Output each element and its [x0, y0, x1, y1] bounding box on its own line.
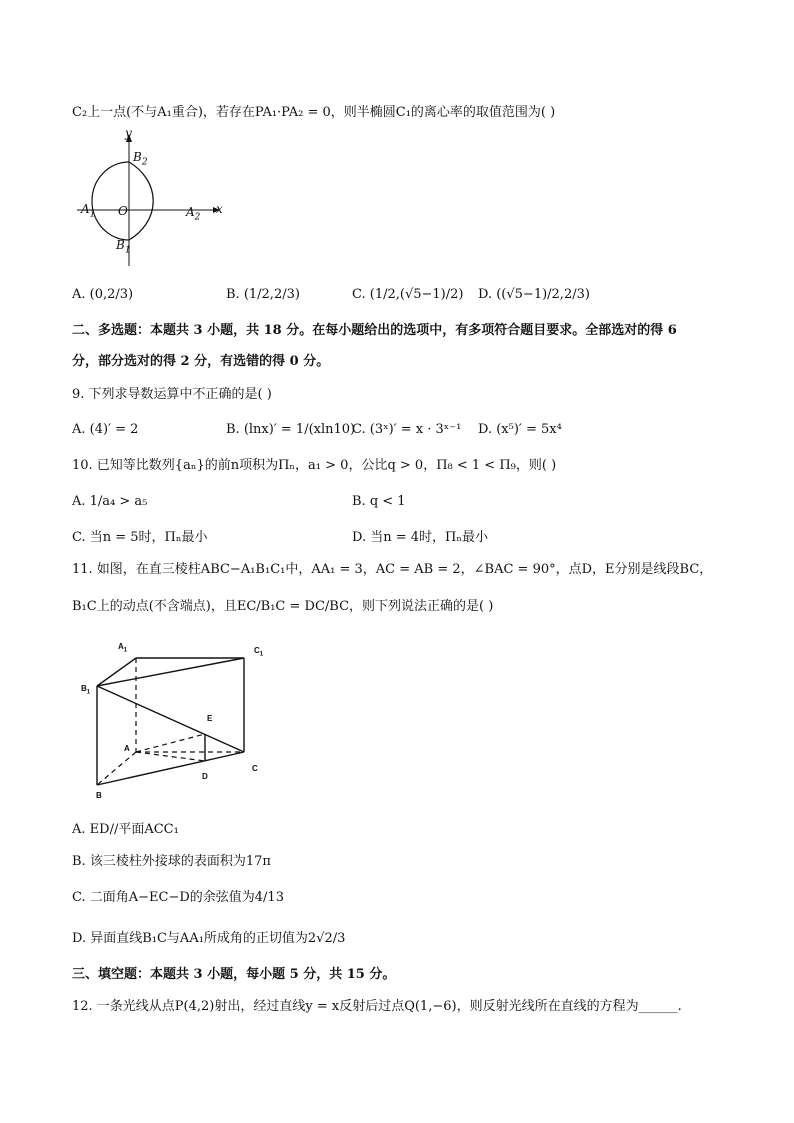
- half-ellipse-c1: [129, 162, 153, 240]
- q8-option-a: A. (0,2/3): [72, 287, 134, 302]
- edge-b-c: [97, 752, 244, 785]
- ellipse-figure-svg: [72, 128, 232, 270]
- q10-option-a: A. 1/a₄ > a₅: [72, 494, 148, 509]
- hidden-segment-a-e: [136, 734, 205, 752]
- prism-label-b1: $B_1$: [81, 684, 91, 696]
- point-a1-label: $A_1$: [81, 202, 96, 220]
- question-8-stem-tail: C₂上一点(不与A₁重合)，若存在PA₁·PA₂ = 0，则半椭圆C₁的离心率的取值范围为( ): [72, 105, 556, 120]
- question-11-stem-line1: 11. 如图，在直三棱柱ABC−A₁B₁C₁中，AA₁ = 3，AC = AB = 2，∠BAC = 90°，点D，E分别是线段BC，: [72, 562, 713, 577]
- origin-label: O: [118, 204, 128, 218]
- hidden-segment-a-d: [136, 752, 205, 761]
- point-a2-label: $A_2$: [186, 205, 201, 223]
- q10-option-c: C. 当n = 5时，Πₙ最小: [72, 530, 208, 545]
- ellipse-figure: [72, 128, 232, 270]
- prism-label-b: B: [96, 791, 102, 800]
- prism-label-c1: $C_1$: [254, 646, 264, 658]
- half-circle-c2: [92, 162, 129, 240]
- q11-option-a: A. ED//平面ACC₁: [72, 822, 179, 837]
- edge-b1-c1: [97, 658, 244, 686]
- section-2-heading-line2: 分，部分选对的得 2 分，有选错的得 0 分。: [72, 354, 330, 369]
- x-axis-label: x: [216, 202, 223, 216]
- prism-label-d: D: [202, 772, 208, 781]
- q8-option-b: B. (1/2,2/3): [226, 287, 300, 302]
- y-axis-label: y: [125, 126, 132, 140]
- q11-option-c: C. 二面角A−EC−D的余弦值为4/13: [72, 890, 284, 905]
- prism-label-c: C: [252, 764, 258, 773]
- q9-option-c: C. (3ˣ)′ = x · 3ˣ⁻¹: [352, 422, 462, 437]
- section-2-heading-line1: 二、多选题：本题共 3 小题，共 18 分。在每小题给出的选项中，有多项符合题目要求。全部选对的得 6: [72, 323, 677, 338]
- prism-figure: [78, 640, 278, 810]
- point-b2-label: $B_2$: [133, 150, 148, 168]
- q9-option-a: A. (4)′ = 2: [72, 422, 139, 437]
- prism-label-a1: $A_1$: [118, 642, 128, 654]
- point-b1-label: $B_1$: [116, 238, 131, 256]
- segment-b1-c: [97, 686, 244, 752]
- q8-option-d: D. ((√5−1)/2,2/3): [478, 287, 590, 302]
- q10-option-b: B. q < 1: [352, 494, 406, 509]
- q9-option-b: B. (lnx)′ = 1/(xln10): [226, 422, 356, 437]
- q9-option-d: D. (x⁵)′ = 5x⁴: [478, 422, 562, 437]
- question-9-stem: 9. 下列求导数运算中不正确的是( ): [72, 387, 272, 402]
- question-12-stem: 12. 一条光线从点P(4,2)射出，经过直线y = x反射后过点Q(1,−6)，则反射光线所在直线的方程为______.: [72, 999, 682, 1014]
- prism-label-e: E: [207, 714, 213, 723]
- q8-option-c: C. (1/2,(√5−1)/2): [352, 287, 464, 302]
- prism-label-a: A: [124, 744, 130, 753]
- q10-option-d: D. 当n = 4时，Πₙ最小: [352, 530, 488, 545]
- prism-figure-svg: [78, 640, 278, 810]
- q11-option-d: D. 异面直线B₁C与AA₁所成角的正切值为2√2/3: [72, 931, 346, 946]
- question-10-stem: 10. 已知等比数列{aₙ}的前n项积为Πₙ，a₁ > 0，公比q > 0，Π₈ < 1 < Π₉，则( ): [72, 458, 557, 473]
- q11-option-b: B. 该三棱柱外接球的表面积为17π: [72, 854, 271, 869]
- question-11-stem-line2: B₁C上的动点(不含端点)，且EC/B₁C = DC/BC，则下列说法正确的是( ): [72, 599, 494, 614]
- section-3-heading: 三、填空题：本题共 3 小题，每小题 5 分，共 15 分。: [72, 967, 396, 982]
